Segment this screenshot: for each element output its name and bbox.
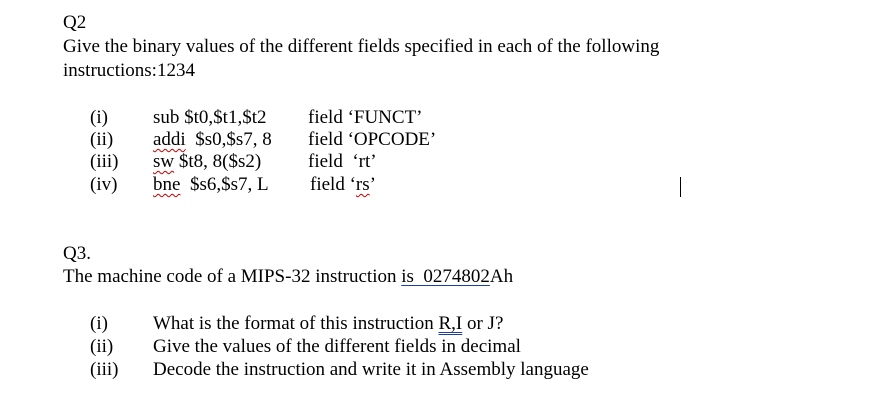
q2-item-number: (iv) — [90, 174, 118, 195]
instruction-opcode: addi — [153, 129, 186, 150]
q2-item-field: field ‘rt’ — [308, 151, 377, 172]
q2-item-field — [310, 174, 376, 196]
q2-item-instruction — [153, 107, 267, 129]
q3-item-text-post: or J? — [462, 313, 504, 334]
q2-heading: Q2 — [63, 12, 87, 33]
q2-item-instruction — [153, 151, 261, 173]
instruction-opcode: bne — [153, 174, 181, 195]
q2-prompt-line2: instructions:1234 — [63, 60, 195, 81]
q3-machine-code-underlined: is 0274802 — [401, 266, 490, 287]
instruction-opcode: sw — [153, 151, 175, 172]
q2-prompt-line1: Give the binary values of the different fields specified in each of the following — [63, 36, 660, 57]
q3-item-number: (i) — [90, 313, 108, 334]
field-suffix: ’ — [369, 174, 376, 195]
field-prefix: field ‘ — [310, 174, 356, 195]
instruction-operands: $t0,$t1,$t2 — [179, 107, 267, 128]
q2-item-field: field ‘OPCODE’ — [308, 129, 437, 150]
q2-item-instruction — [153, 129, 272, 151]
field-name: rs — [355, 174, 370, 195]
instruction-opcode: sub — [153, 107, 180, 128]
q3-item-format-options: R,I — [438, 313, 463, 334]
q3-item-number: (ii) — [90, 336, 114, 357]
q2-item-field: field ‘FUNCT’ — [308, 107, 423, 128]
q3-item-number: (iii) — [90, 359, 119, 380]
instruction-operands: $t8, 8($s2) — [174, 151, 262, 172]
q3-item-text-pre: What is the format of this instruction — [153, 313, 439, 334]
q3-prompt-suffix: Ah — [489, 266, 514, 287]
text-cursor — [680, 177, 681, 197]
q3-heading: Q3. — [63, 243, 91, 264]
q2-item-number: (ii) — [90, 129, 114, 150]
q3-item-text — [153, 313, 503, 335]
q2-item-number: (i) — [90, 107, 108, 128]
instruction-operands: $s0,$s7, 8 — [185, 129, 272, 150]
q3-prompt-line — [63, 266, 513, 288]
q3-item-text: Give the values of the different fields in decimal — [153, 336, 521, 357]
q3-prompt-text: The machine code of a MIPS-32 instruction — [63, 266, 402, 287]
q2-item-instruction — [153, 174, 269, 196]
q2-item-number: (iii) — [90, 151, 119, 172]
instruction-operands: $s6,$s7, L — [180, 174, 269, 195]
q3-item-text: Decode the instruction and write it in Assembly language — [153, 359, 589, 380]
